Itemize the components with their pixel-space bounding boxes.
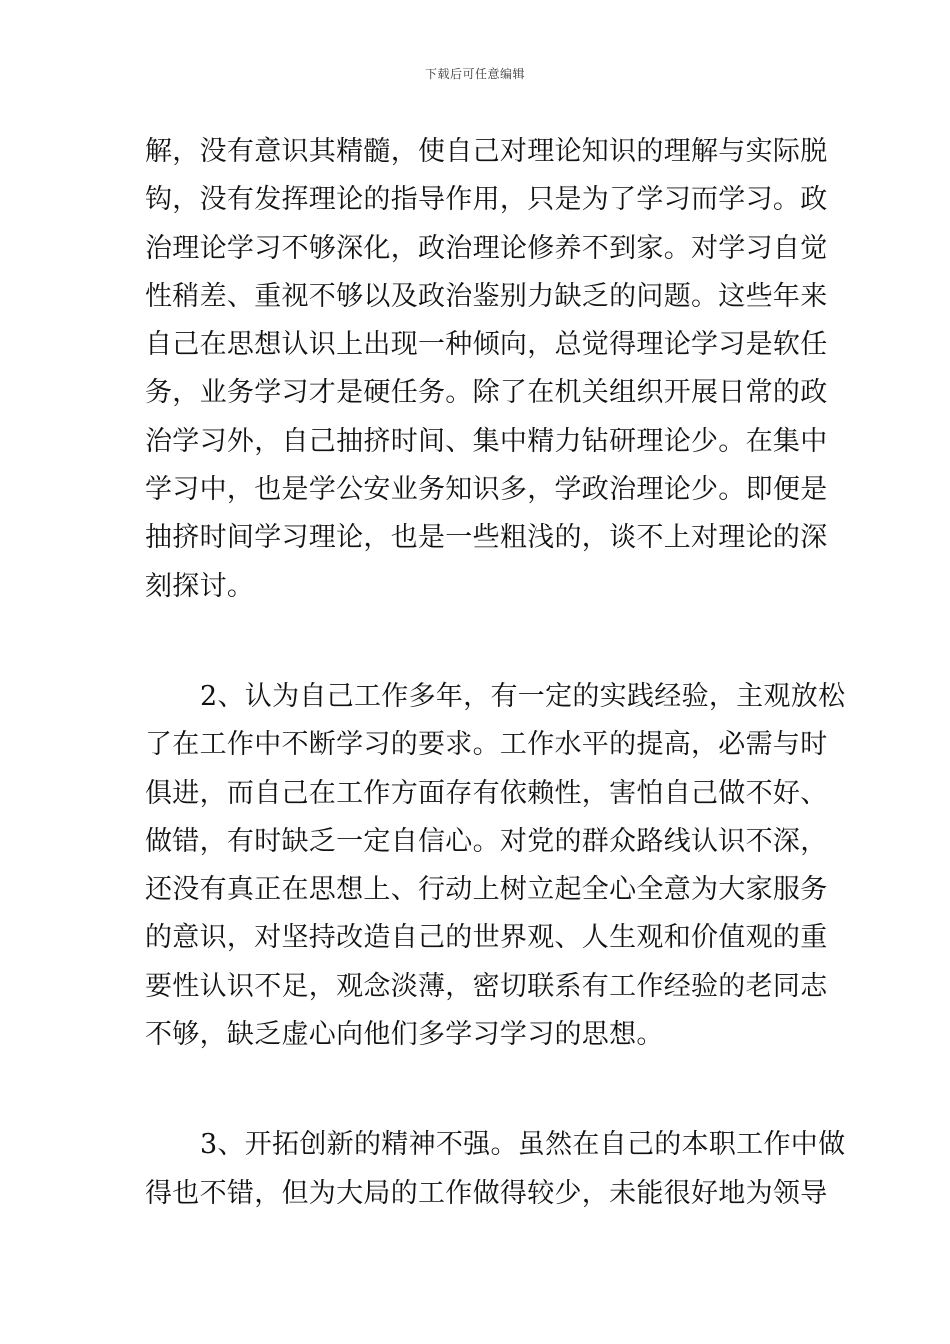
paragraph-line: 解，没有意识其精髓，使自己对理论知识的理解与实际脱 [145, 136, 828, 167]
paragraph-3 [145, 1121, 846, 1218]
document-body [145, 128, 846, 1218]
paragraph-line: 钩，没有发挥理论的指导作用，只是为了学习而学习。政 [145, 184, 828, 216]
paragraph-2 [145, 673, 846, 1059]
paragraph-line: 的意识，对坚持改造自己的世界观、人生观和价值观的重 [145, 922, 828, 954]
paragraph-line: 学习中，也是学公安业务知识多，学政治理论少。即便是 [145, 474, 828, 506]
paragraph-line: 要性认识不足，观念淡薄，密切联系有工作经验的老同志 [145, 970, 828, 1002]
paragraph-line: 治理论学习不够深化，政治理论修养不到家。对学习自觉 [145, 232, 828, 264]
paragraph-line: 俱进，而自己在工作方面存有依赖性，害怕自己做不好、 [145, 777, 828, 809]
paragraph-line: 2、认为自己工作多年，有一定的实践经验，主观放松 [200, 680, 846, 712]
paragraph-line: 刻探讨。 [145, 570, 255, 602]
paragraph-line: 自己在思想认识上出现一种倾向，总觉得理论学习是软任 [145, 329, 828, 361]
paragraph-1 [145, 128, 828, 611]
paragraph-spacer [145, 611, 810, 673]
paragraph-line: 得也不错，但为大局的工作做得较少，未能很好地为领导 [145, 1177, 828, 1209]
paragraph-line: 性稍差、重视不够以及政治鉴别力缺乏的问题。这些年来 [145, 280, 828, 312]
paragraph-line: 做错，有时缺乏一定自信心。对党的群众路线认识不深， [145, 825, 828, 857]
paragraph-line: 3、开拓创新的精神不强。虽然在自己的本职工作中做 [200, 1129, 846, 1161]
page-header: 下载后可任意编辑 [424, 67, 525, 81]
paragraph-line: 治学习外，自己抽挤时间、集中精力钻研理论少。在集中 [145, 425, 828, 457]
paragraph-line: 还没有真正在思想上、行动上树立起全心全意为大家服务 [145, 874, 828, 906]
paragraph-line: 了在工作中不断学习的要求。工作水平的提高，必需与时 [145, 729, 828, 761]
paragraph-line: 不够，缺乏虚心向他们多学习学习的思想。 [145, 1019, 664, 1051]
paragraph-line: 抽挤时间学习理论，也是一些粗浅的，谈不上对理论的深 [145, 522, 828, 554]
paragraph-line: 务，业务学习才是硬任务。除了在机关组织开展日常的政 [145, 377, 828, 409]
paragraph-spacer [145, 1059, 810, 1121]
